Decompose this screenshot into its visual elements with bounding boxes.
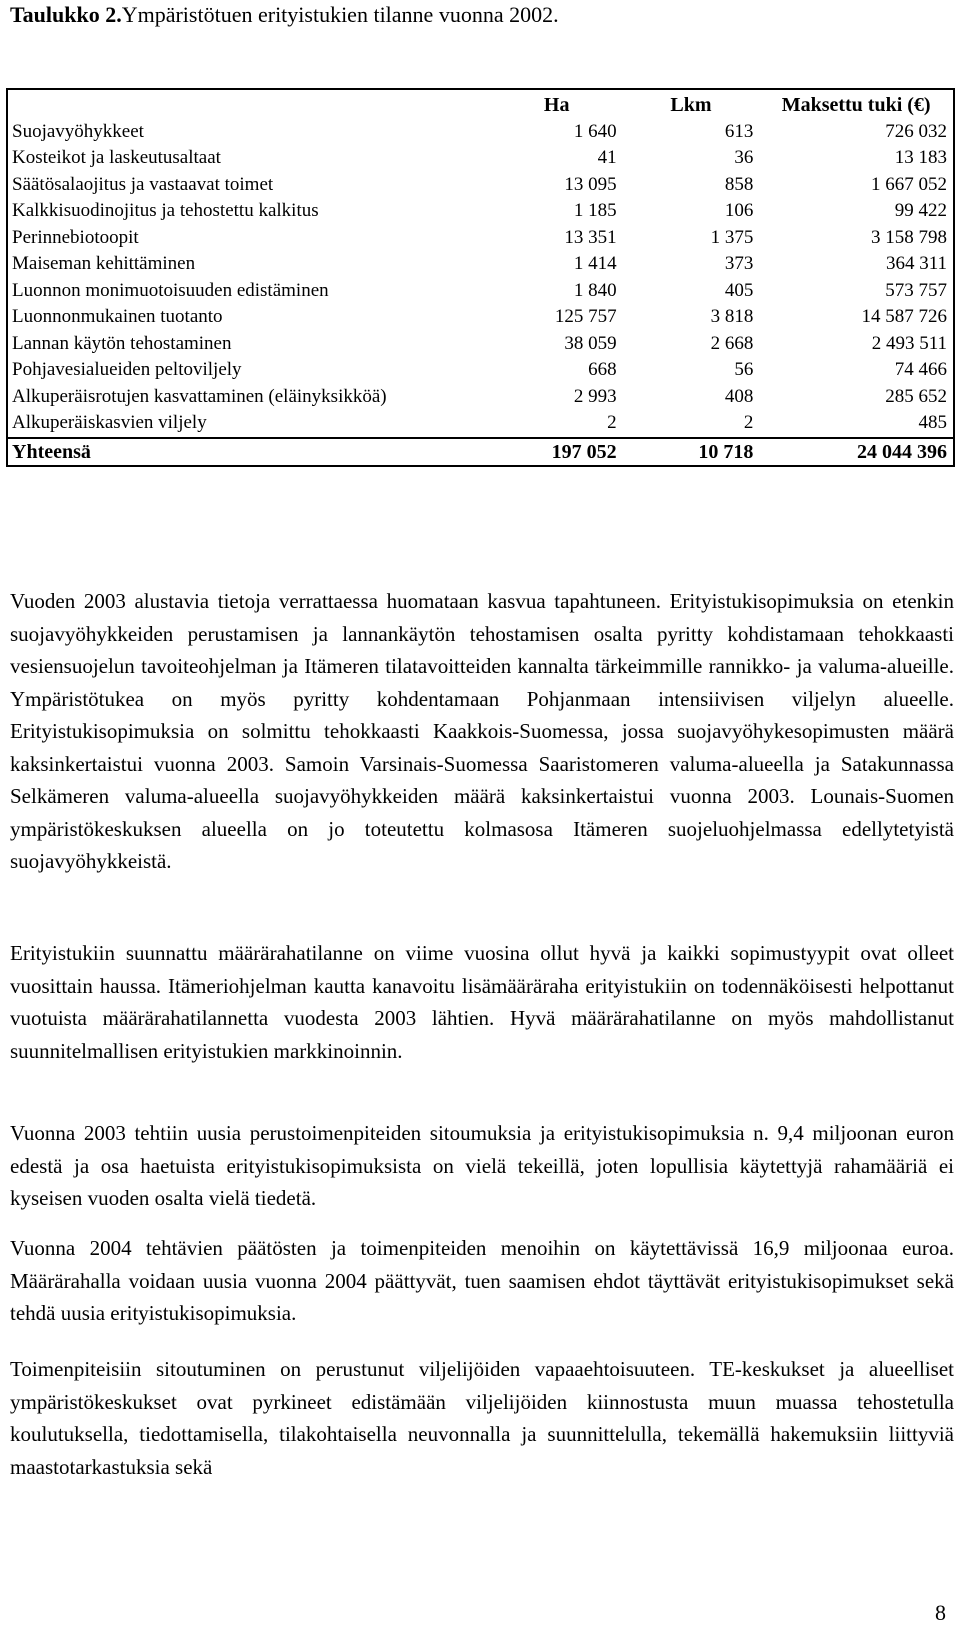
row-name: Maiseman kehittäminen [12, 253, 196, 274]
table-caption [10, 0, 559, 30]
row-ha: 1 185 [573, 200, 617, 221]
row-name: Kalkkisuodinojitus ja tehostettu kalkitus [12, 200, 319, 221]
paragraph-5: Toimenpiteisiin sitoutuminen on perustunut viljelijöiden vapaaehtoisuuteen. TE-keskukset ja alueelliset ympäristökeskukset ovat pyrkineet edistämään viljelijöiden kiinnostusta muun muassa tehostetulla koulutuksella, tiedottamisella, tilakohtaisella neuvonnalla ja suunnittelulla, tekemällä hakemuksiin liittyviä maastotarkastuksia sekä [10, 1357, 954, 1479]
total-tuki: 24 044 396 [759, 438, 954, 467]
row-name: Lannan käytön tehostaminen [12, 332, 232, 354]
row-ha: 668 [588, 359, 617, 380]
table-row [7, 198, 954, 225]
row-name: Perinnebiotoopit [12, 226, 139, 248]
row-tuki: 573 757 [885, 279, 947, 301]
table-row [7, 251, 954, 278]
row-name: Luonnon monimuotoisuuden edistäminen [12, 279, 329, 301]
row-ha: 2 993 [573, 385, 617, 407]
row-lkm: 613 [724, 120, 754, 142]
row-ha: 13 351 [564, 226, 617, 248]
row-ha: 1 640 [573, 120, 617, 142]
paragraph-3: Vuonna 2003 tehtiin uusia perustoimenpiteiden sitoumuksia ja erityistukisopimuksia n. 9,4 miljoonan euron edestä ja osa haetuista erityistukisopimuksista on vielä tekeillä, joten lopullisia käytettyjä rahamääriä ei kyseisen vuoden osalta vielä tiedetä. [10, 1121, 954, 1210]
table-caption-label: Taulukko 2. [10, 2, 122, 27]
row-name: Suojavyöhykkeet [12, 120, 144, 142]
row-ha: 41 [597, 147, 617, 168]
row-name: Kosteikot ja laskeutusaltaat [12, 147, 221, 168]
row-tuki: 74 466 [894, 359, 947, 380]
table-row [7, 304, 954, 331]
row-name: Säätösalaojitus ja vastaavat toimet [12, 173, 274, 195]
row-name: Alkuperäiskasvien viljely [12, 412, 207, 433]
row-tuki: 285 652 [885, 385, 947, 407]
row-ha: 125 757 [554, 306, 617, 327]
total-ha: 197 052 [491, 438, 623, 467]
row-tuki: 99 422 [894, 200, 947, 221]
total-lkm: 10 718 [623, 438, 760, 467]
table-header-row [7, 89, 954, 119]
row-lkm: 36 [734, 147, 754, 168]
table-row [7, 278, 954, 305]
table-caption-title: Ympäristötuen erityistukien tilanne vuonna 2002. [121, 2, 559, 27]
table-row [7, 357, 954, 384]
row-name: Pohjavesialueiden peltoviljely [12, 359, 242, 380]
table-row [7, 410, 954, 438]
table-body [7, 119, 954, 438]
row-tuki: 13 183 [894, 147, 947, 168]
row-ha: 1 414 [573, 253, 617, 274]
header-empty [7, 89, 491, 119]
table-row [7, 384, 954, 411]
table-row [7, 225, 954, 252]
row-ha: 13 095 [564, 173, 617, 195]
paragraph-2: Erityistukiin suunnattu määrärahatilanne on viime vuosina ollut hyvä ja kaikki sopimustyypit ovat olleet vuosittain haussa. Itämeriohjelman kautta kanavoitu lisämääräraha erityistukiin on todennäköisesti helpottanut vuotuista määrärahatilannetta vuodesta 2003 lähtien. Hyvä määrärahatilanne on myös mahdollistanut suunnitelmallisen erityistukien markkinoinnin. [10, 941, 954, 1063]
row-lkm: 408 [724, 385, 754, 407]
header-lkm: Lkm [670, 94, 712, 116]
row-lkm: 2 [743, 412, 754, 433]
table-row [7, 331, 954, 358]
row-lkm: 405 [724, 279, 754, 301]
total-label: Yhteensä [7, 438, 491, 467]
header-ha: Ha [543, 94, 570, 116]
page-number: 8 [935, 1600, 946, 1625]
paragraph-1: Vuoden 2003 alustavia tietoja verrattaessa huomataan kasvua tapahtuneen. Erityistukisopimuksia on etenkin suojavyöhykkeiden perustamisen ja lannankäytön tehostamisen osalta pyritty kohdistamaan tehokkaasti vesiensuojelun tavoiteohjelman ja Itämeren tilatavoitteiden kannalta tärkeimmille rannikko- ja valuma-alueille. Ympäristötukea on myös pyritty kohdentamaan Pohjanmaan intensiivisen viljelyn alueelle. Erityistukisopimuksia on solmittu tehokkaasti Kaakkois-Suomessa, jossa suojavyöhykesopimusten määrä kaksinkertaistui vuonna 2003. Samoin Varsinais-Suomessa Saaristomeren valuma-alueella ja Satakunnassa Selkämeren valuma-alueella suojavyöhykkeiden määrä kaksinkertaistui vuonna 2003. Lounais-Suomen ympäristökeskuksen alueella on jo toteutettu kolmasosa Itämeren suojeluohjelmassa edellytetyistä suojavyöhykkeistä. [10, 589, 954, 873]
row-ha: 38 059 [564, 332, 617, 354]
row-tuki: 485 [918, 412, 947, 433]
row-lkm: 1 375 [710, 226, 754, 248]
row-lkm: 858 [724, 173, 754, 195]
row-lkm: 3 818 [710, 306, 754, 327]
row-name: Alkuperäisrotujen kasvattaminen (eläinyksikköä) [12, 385, 387, 407]
row-tuki: 2 493 511 [871, 332, 947, 354]
row-tuki: 3 158 798 [871, 226, 947, 248]
row-tuki: 14 587 726 [861, 306, 947, 327]
table-row [7, 145, 954, 172]
table-row [7, 172, 954, 199]
row-tuki: 364 311 [885, 253, 947, 274]
row-ha: 2 [607, 412, 617, 433]
table-row [7, 119, 954, 146]
row-lkm: 2 668 [710, 332, 754, 354]
support-table [6, 88, 955, 467]
header-maksettu-tuki: Maksettu tuki (€) [781, 94, 931, 116]
row-ha: 1 840 [573, 279, 617, 301]
row-tuki: 726 032 [885, 120, 947, 142]
paragraph-4: Vuonna 2004 tehtävien päätösten ja toimenpiteiden menoihin on käytettävissä 16,9 miljoonaa euroa. Määrärahalla voidaan uusia vuonna 2004 päättyvät, tuen saamisen ehdot täyttävät erityistukisopimukset sekä tehdä uusia erityistukisopimuksia. [10, 1236, 954, 1325]
row-lkm: 373 [724, 253, 754, 274]
row-lkm: 56 [734, 359, 754, 380]
table-total-row [7, 438, 954, 467]
row-tuki: 1 667 052 [871, 173, 947, 195]
row-name: Luonnonmukainen tuotanto [12, 306, 223, 327]
row-lkm: 106 [724, 200, 754, 221]
